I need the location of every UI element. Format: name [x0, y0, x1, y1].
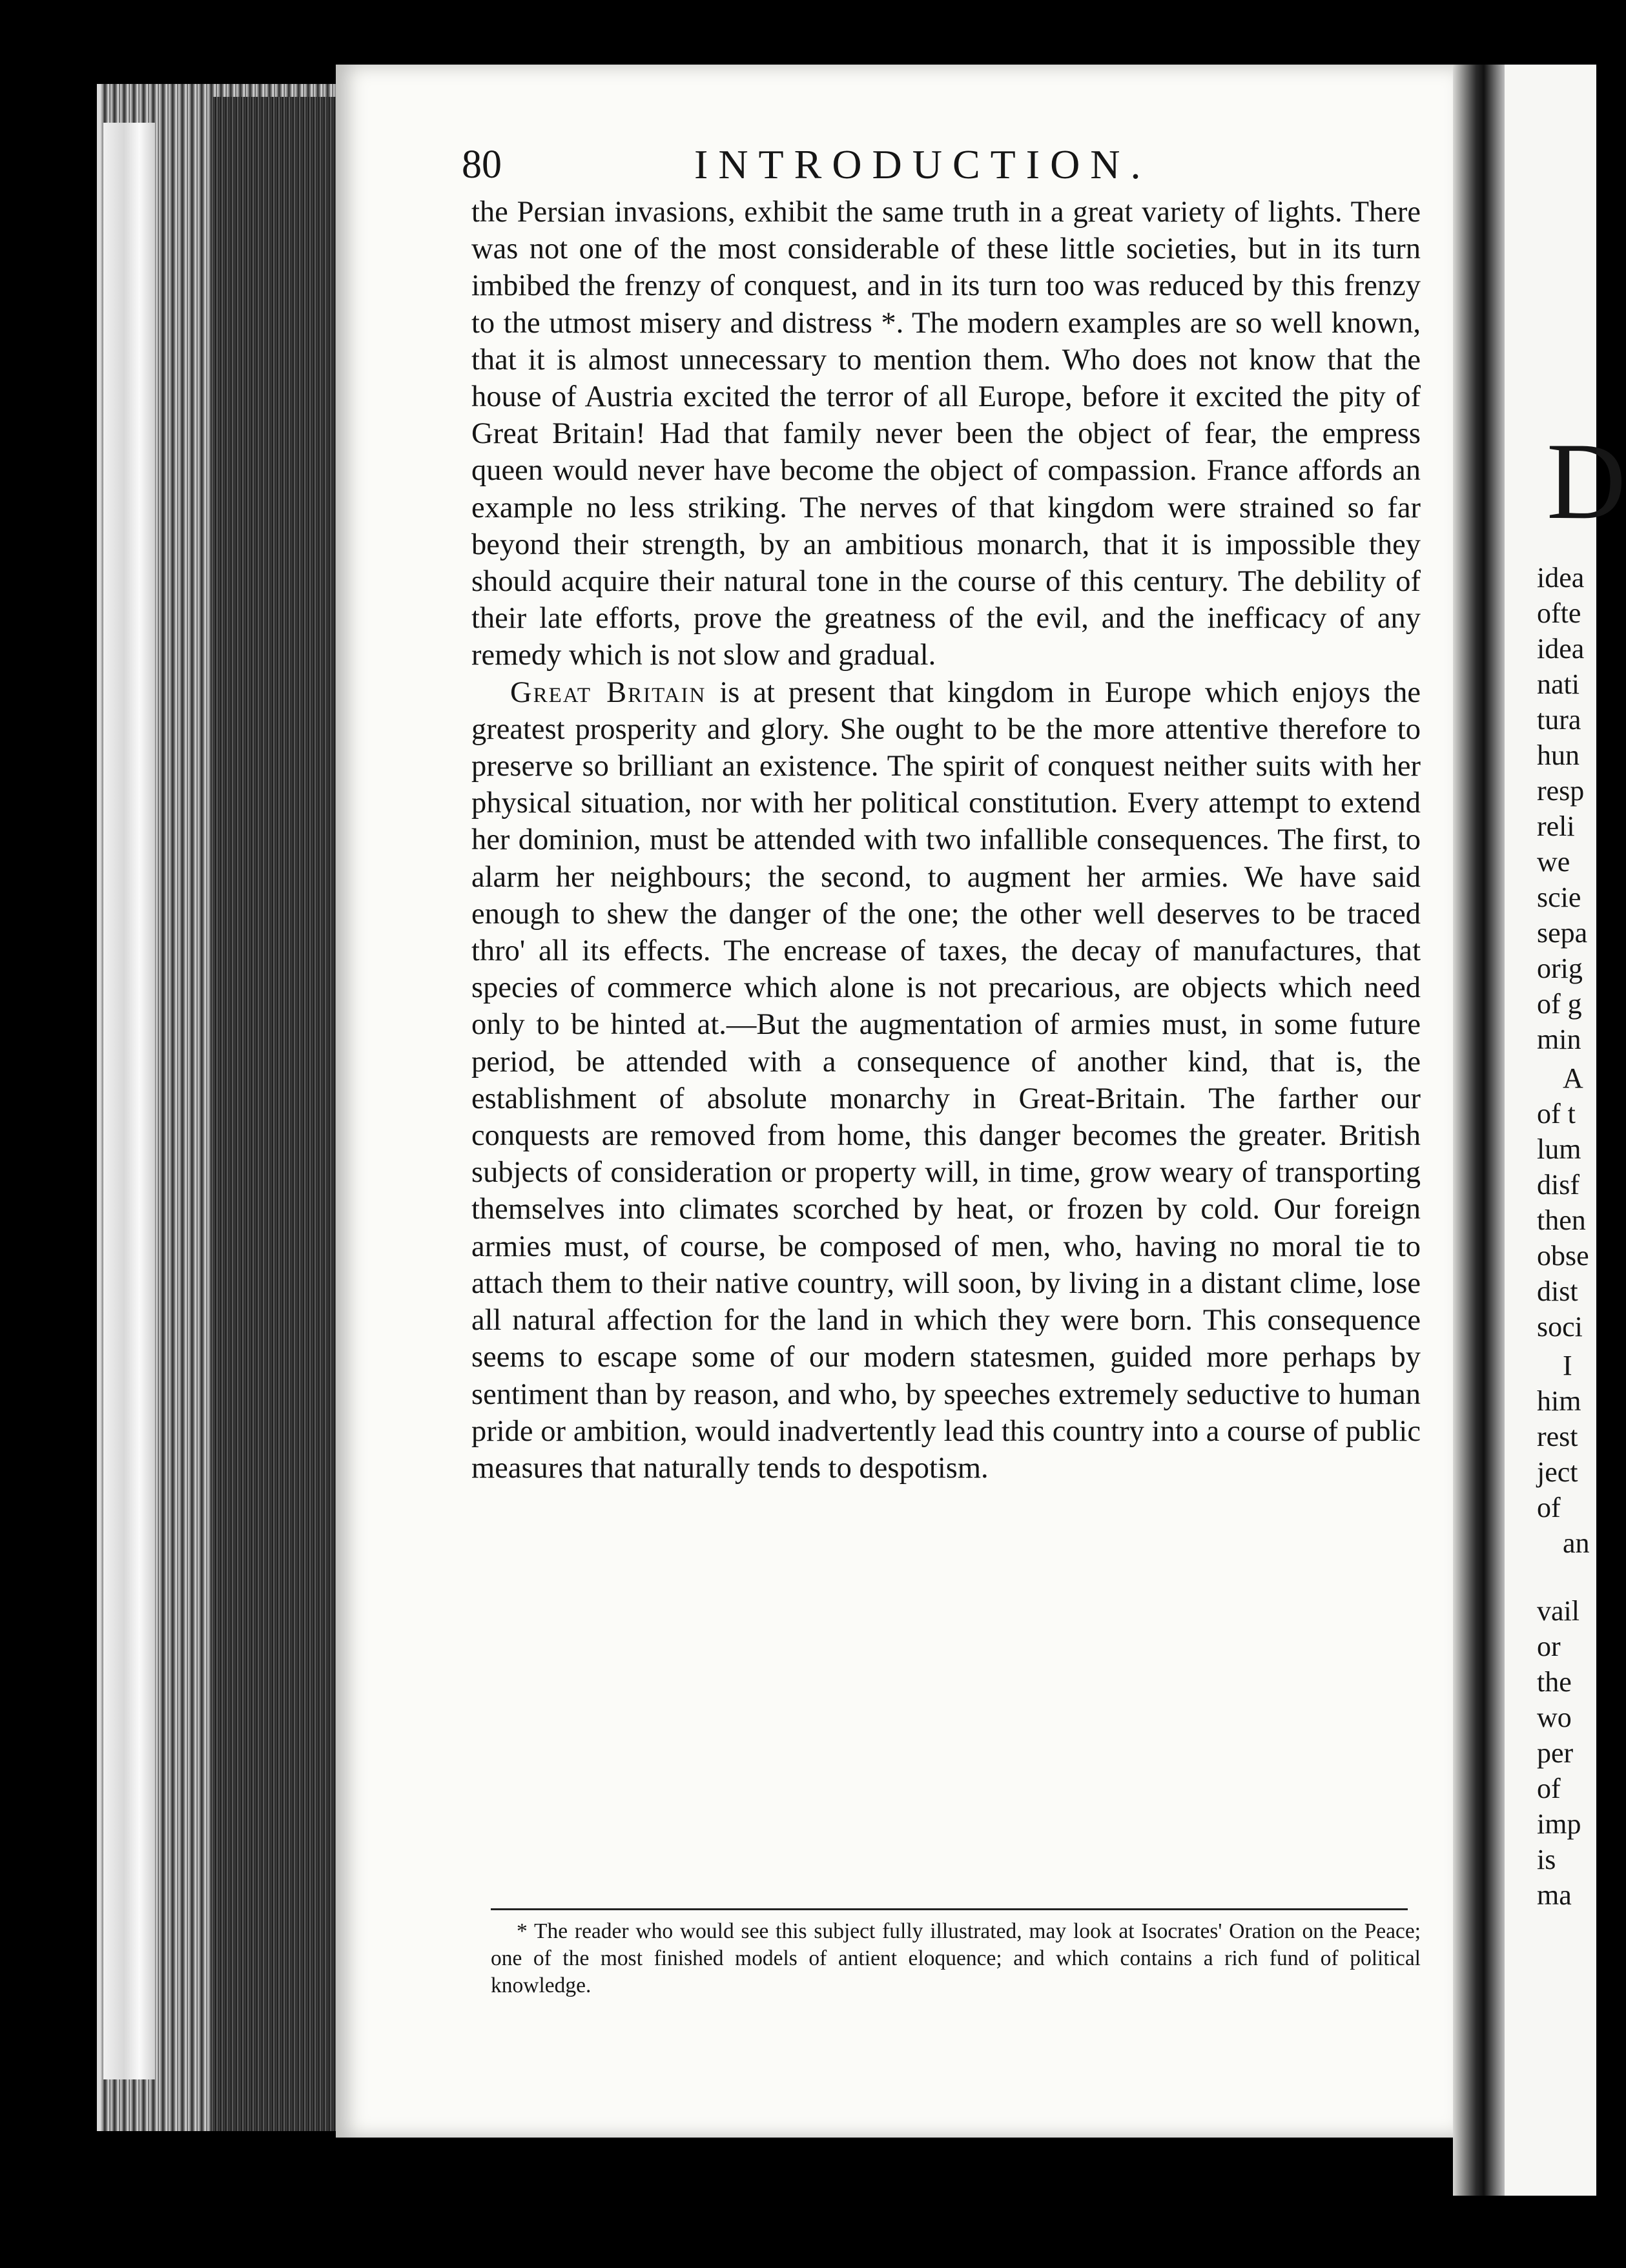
right-page-fragment: lum: [1537, 1133, 1581, 1165]
right-page-fragment: sepa: [1537, 917, 1588, 949]
right-page-fragment: per: [1537, 1737, 1574, 1769]
right-page-fragment: resp: [1537, 775, 1585, 807]
right-page-fragment: tura: [1537, 704, 1581, 736]
right-page-fragment: ma: [1537, 1879, 1572, 1911]
book-gutter: [1453, 65, 1505, 2196]
right-page-fragment: the: [1537, 1666, 1572, 1698]
body-text: [471, 194, 1421, 1487]
right-page-fragment: disf: [1537, 1169, 1580, 1201]
drop-cap: D: [1547, 420, 1626, 542]
right-page-fragment: of g: [1537, 988, 1582, 1020]
right-page-fragment: ject: [1537, 1456, 1578, 1488]
right-page-fragment: idea: [1537, 633, 1585, 665]
footnote-text: * The reader who would see this subject fully illustrated, may look at Isocrates' Oration on the Peace; one of the most finished models of antient eloquence; and which contains a rich fund of political knowledge.: [491, 1919, 1421, 1997]
right-page-fragment: A: [1563, 1062, 1583, 1094]
right-page: [1505, 65, 1626, 2196]
running-head: INTRODUCTION.: [694, 141, 1151, 187]
right-page-fragment: orig: [1537, 953, 1583, 984]
paragraph-2-text: is at present that kingdom in Europe which enjoys the greatest prosperity and glory. She ought to be the more attentive therefore to preserve so brilliant an existence. The spirit of conquest neither suits with her physical situation, nor with her political constitution. Every attempt to extend her dominion, must be attended with two infallible consequences. The first, to alarm her neighbours; the second, to augment her armies. We have said enough to shew the danger of the one; the other well deserves to be traced thro' all its effects. The encrease of taxes, the decay of manufactures, that species of commerce which alone is not precarious, are objects which need only to be hinted at.—But the augmentation of armies must, in some future period, be attended with a consequence of another kind, that is, the establishment of absolute monarchy in Great-Britain. The farther our conquests are removed from home, this danger becomes the greater. British subjects of consideration or property will, in time, grow weary of transporting themselves into climates scorched by heat, or frozen by cold. Our foreign armies must, of course, be composed of men, who, having no moral tie to attach them to their native country, will soon, by living in a distant clime, lose all natural affection for the land in which they were born. This consequence seems to escape some of our modern statesmen, guided more perhaps by sentiment than by reason, and who, by speeches extremely seductive to human pride or ambition, would inadvertently lead this country into a course of public measures that naturally tends to despotism.: [471, 675, 1421, 1485]
right-page-fragment: vail: [1537, 1595, 1580, 1627]
right-page-fragment: I: [1563, 1350, 1572, 1381]
right-page-fragment: wo: [1537, 1702, 1572, 1733]
footnote-rule: [491, 1908, 1408, 1910]
page-header: [462, 136, 1256, 194]
right-page-fragment: ofte: [1537, 597, 1581, 629]
right-page-fragment: dist: [1537, 1275, 1578, 1307]
paragraph-2-lead: Great Britain: [510, 675, 706, 709]
right-page-fragment: or: [1537, 1631, 1561, 1662]
right-page-fragment: an: [1563, 1527, 1590, 1559]
paragraph-1: the Persian invasions, exhibit the same truth in a great variety of lights. There was not one of the most considerable of these little societies, but in its turn imbibed the frenzy of conquest, and in its turn too was reduced by this frenzy to the utmost misery and distress *. The modern examples are so well known, that it is almost unnecessary to mention them. Who does not know that the house of Austria excited the terror of all Europe, before it excited the pity of Great Britain! Had that family never been the object of fear, the empress queen would never have become the object of compassion. France affords an example no less striking. The nerves of that kingdom were strained so far beyond their strength, by an ambitious monarch, that it is impossible they should acquire their natural tone in the course of this century. The debility of their late efforts, prove the greatness of the evil, and the inefficacy of any remedy which is not slow and gradual.: [471, 196, 1421, 672]
right-page-fragment: hun: [1537, 739, 1580, 771]
right-page-fragment: obse: [1537, 1240, 1589, 1272]
right-page-fragment: of: [1537, 1492, 1561, 1523]
right-page-fragment: him: [1537, 1385, 1581, 1417]
right-page-fragment: imp: [1537, 1808, 1581, 1840]
right-page-fragment: soci: [1537, 1311, 1583, 1343]
right-page-fragment: min: [1537, 1024, 1581, 1055]
paragraph-2: [471, 674, 1421, 1487]
right-page-fragment: of t: [1537, 1098, 1576, 1129]
right-page-fragment: reli: [1537, 810, 1575, 842]
right-page-fragment: is: [1537, 1844, 1556, 1875]
footnote: [491, 1918, 1421, 1999]
right-page-fragment: scie: [1537, 881, 1581, 913]
right-page-fragment: nati: [1537, 668, 1580, 700]
page-edges-light: [103, 123, 155, 2079]
right-page-fragment: we: [1537, 846, 1570, 878]
page-edges-dark: [213, 97, 336, 2131]
page-number: 80: [462, 143, 502, 187]
right-page-fragment: rest: [1537, 1421, 1578, 1452]
right-page-fragment: then: [1537, 1204, 1586, 1236]
right-page-fragment: idea: [1537, 562, 1585, 593]
right-page-fragment: of: [1537, 1773, 1561, 1804]
